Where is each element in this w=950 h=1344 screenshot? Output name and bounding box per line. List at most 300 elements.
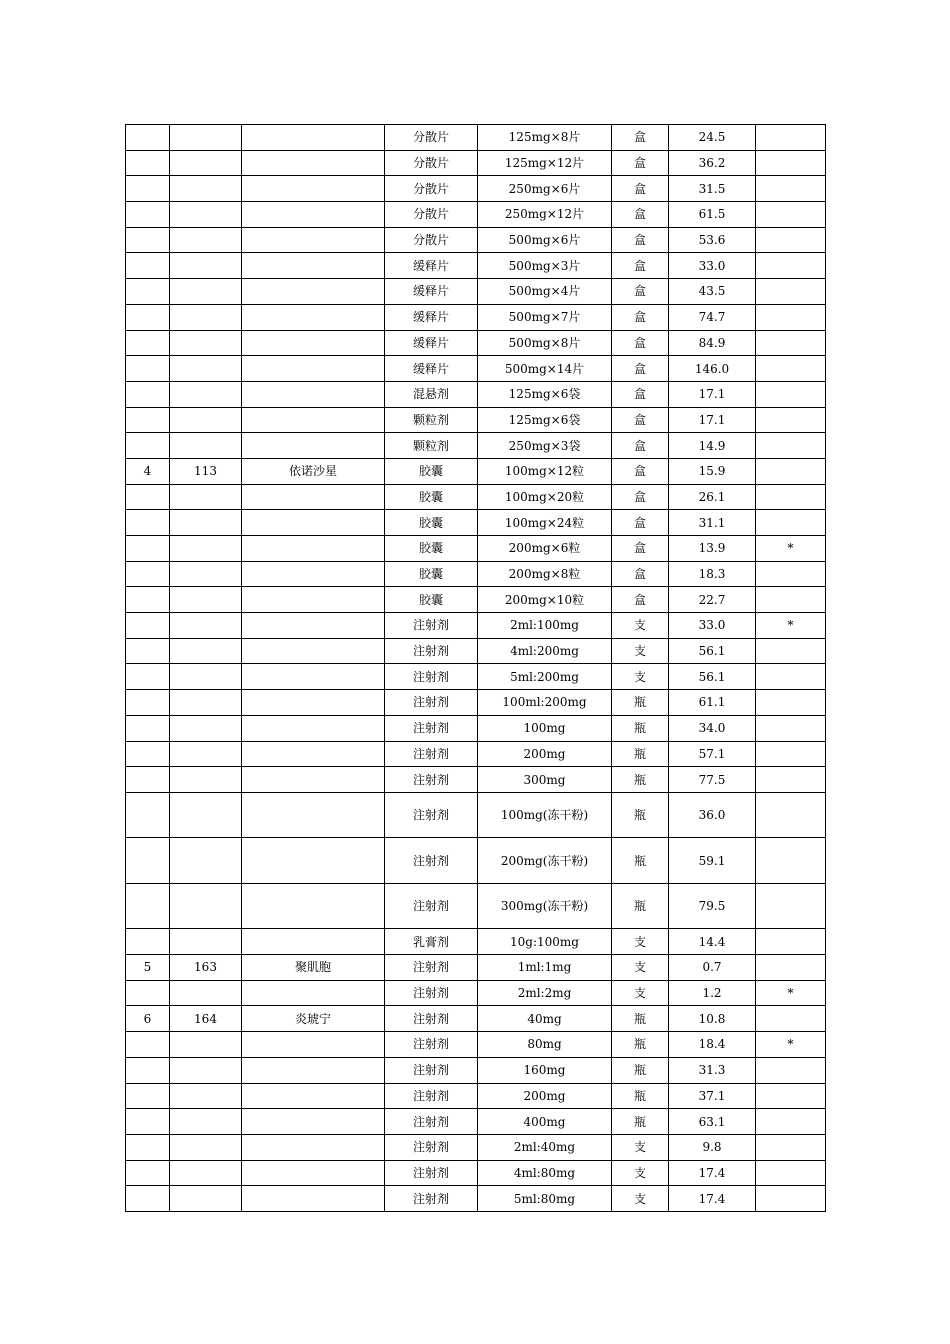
table-row [126, 1032, 826, 1058]
cell-drug-name [242, 715, 385, 741]
cell-drug-code [170, 484, 242, 510]
table-row [126, 433, 826, 459]
cell-drug-code [170, 1134, 242, 1160]
cell-price: 59.1 [669, 838, 756, 884]
cell-unit: 盒 [612, 125, 669, 151]
cell-specification: 125mg×6袋 [478, 381, 612, 407]
cell-unit: 盒 [612, 150, 669, 176]
cell-drug-name [242, 433, 385, 459]
cell-drug-code: 163 [170, 955, 242, 981]
cell-serial-number [126, 202, 170, 228]
cell-specification: 4ml:80mg [478, 1160, 612, 1186]
cell-unit: 盒 [612, 330, 669, 356]
cell-specification: 250mg×12片 [478, 202, 612, 228]
table-row [126, 125, 826, 151]
cell-specification: 160mg [478, 1057, 612, 1083]
cell-dosage-form: 乳膏剂 [385, 929, 478, 955]
cell-unit: 瓶 [612, 838, 669, 884]
cell-price: 14.9 [669, 433, 756, 459]
cell-serial-number [126, 330, 170, 356]
cell-serial-number [126, 741, 170, 767]
cell-serial-number [126, 638, 170, 664]
cell-specification: 10g:100mg [478, 929, 612, 955]
cell-specification: 2ml:100mg [478, 613, 612, 639]
cell-serial-number [126, 1160, 170, 1186]
cell-drug-code [170, 561, 242, 587]
cell-serial-number [126, 690, 170, 716]
cell-unit: 盒 [612, 356, 669, 382]
cell-price: 13.9 [669, 536, 756, 562]
table-row [126, 792, 826, 838]
cell-drug-name [242, 980, 385, 1006]
cell-specification: 200mg×10粒 [478, 587, 612, 613]
cell-drug-name [242, 253, 385, 279]
cell-drug-code [170, 613, 242, 639]
cell-serial-number: 5 [126, 955, 170, 981]
cell-specification: 1ml:1mg [478, 955, 612, 981]
cell-serial-number [126, 980, 170, 1006]
cell-drug-code [170, 767, 242, 793]
table-row [126, 690, 826, 716]
cell-drug-code [170, 1160, 242, 1186]
cell-price: 53.6 [669, 227, 756, 253]
cell-drug-name [242, 279, 385, 305]
cell-serial-number [126, 536, 170, 562]
cell-drug-code [170, 304, 242, 330]
cell-unit: 盒 [612, 510, 669, 536]
cell-price: 31.5 [669, 176, 756, 202]
cell-unit: 盒 [612, 458, 669, 484]
table-row [126, 1186, 826, 1212]
cell-specification: 100mg×24粒 [478, 510, 612, 536]
cell-serial-number [126, 561, 170, 587]
cell-serial-number [126, 1186, 170, 1212]
cell-note [756, 407, 826, 433]
table-row [126, 1006, 826, 1032]
table-row [126, 638, 826, 664]
table-row [126, 955, 826, 981]
cell-price: 34.0 [669, 715, 756, 741]
table-row [126, 279, 826, 305]
cell-note [756, 433, 826, 459]
cell-unit: 盒 [612, 279, 669, 305]
cell-dosage-form: 缓释片 [385, 279, 478, 305]
cell-drug-code [170, 664, 242, 690]
table-row [126, 561, 826, 587]
cell-specification: 200mg×8粒 [478, 561, 612, 587]
cell-dosage-form: 注射剂 [385, 690, 478, 716]
cell-drug-name [242, 407, 385, 433]
cell-specification: 250mg×6片 [478, 176, 612, 202]
cell-note [756, 510, 826, 536]
table-row [126, 838, 826, 884]
cell-serial-number [126, 484, 170, 510]
cell-price: 17.4 [669, 1186, 756, 1212]
cell-note [756, 1160, 826, 1186]
cell-drug-name [242, 202, 385, 228]
cell-unit: 支 [612, 1134, 669, 1160]
cell-note [756, 253, 826, 279]
cell-unit: 盒 [612, 253, 669, 279]
cell-unit: 盒 [612, 227, 669, 253]
table-body [126, 125, 826, 1212]
cell-drug-name [242, 690, 385, 716]
cell-drug-code [170, 1186, 242, 1212]
cell-unit: 瓶 [612, 1109, 669, 1135]
table-row [126, 253, 826, 279]
cell-specification: 300mg [478, 767, 612, 793]
cell-serial-number [126, 715, 170, 741]
cell-unit: 盒 [612, 484, 669, 510]
cell-drug-name [242, 792, 385, 838]
cell-serial-number [126, 253, 170, 279]
table-row [126, 202, 826, 228]
cell-drug-name [242, 613, 385, 639]
cell-serial-number [126, 792, 170, 838]
table-row [126, 1134, 826, 1160]
cell-price: 146.0 [669, 356, 756, 382]
cell-price: 22.7 [669, 587, 756, 613]
table-row [126, 510, 826, 536]
cell-serial-number [126, 510, 170, 536]
cell-drug-code [170, 433, 242, 459]
cell-price: 31.3 [669, 1057, 756, 1083]
cell-drug-name [242, 767, 385, 793]
cell-dosage-form: 胶囊 [385, 587, 478, 613]
cell-serial-number [126, 613, 170, 639]
table-row [126, 1057, 826, 1083]
cell-drug-name [242, 150, 385, 176]
cell-drug-code [170, 638, 242, 664]
cell-note [756, 1083, 826, 1109]
cell-unit: 盒 [612, 561, 669, 587]
table-row [126, 150, 826, 176]
cell-price: 15.9 [669, 458, 756, 484]
table-row [126, 883, 826, 929]
cell-note [756, 1006, 826, 1032]
cell-note [756, 1109, 826, 1135]
cell-dosage-form: 注射剂 [385, 1109, 478, 1135]
cell-dosage-form: 注射剂 [385, 767, 478, 793]
cell-price: 61.5 [669, 202, 756, 228]
cell-drug-name: 炎琥宁 [242, 1006, 385, 1032]
cell-dosage-form: 颗粒剂 [385, 433, 478, 459]
cell-price: 61.1 [669, 690, 756, 716]
cell-drug-code [170, 883, 242, 929]
cell-drug-code [170, 1083, 242, 1109]
cell-serial-number: 4 [126, 458, 170, 484]
cell-dosage-form: 注射剂 [385, 664, 478, 690]
cell-specification: 400mg [478, 1109, 612, 1135]
cell-specification: 2ml:40mg [478, 1134, 612, 1160]
cell-unit: 瓶 [612, 1006, 669, 1032]
cell-drug-name [242, 330, 385, 356]
cell-drug-code [170, 1109, 242, 1135]
cell-price: 56.1 [669, 638, 756, 664]
cell-note [756, 279, 826, 305]
cell-drug-code [170, 227, 242, 253]
cell-dosage-form: 分散片 [385, 150, 478, 176]
cell-specification: 100mg×12粒 [478, 458, 612, 484]
cell-price: 18.3 [669, 561, 756, 587]
cell-price: 79.5 [669, 883, 756, 929]
cell-specification: 500mg×14片 [478, 356, 612, 382]
cell-dosage-form: 缓释片 [385, 304, 478, 330]
cell-note [756, 955, 826, 981]
cell-dosage-form: 胶囊 [385, 536, 478, 562]
cell-drug-name [242, 484, 385, 510]
cell-serial-number [126, 381, 170, 407]
cell-note [756, 484, 826, 510]
table-row [126, 176, 826, 202]
cell-drug-code [170, 125, 242, 151]
cell-note [756, 741, 826, 767]
cell-drug-name [242, 1109, 385, 1135]
cell-unit: 支 [612, 613, 669, 639]
cell-serial-number [126, 1083, 170, 1109]
cell-serial-number [126, 150, 170, 176]
table-row [126, 1160, 826, 1186]
cell-unit: 支 [612, 1186, 669, 1212]
cell-unit: 瓶 [612, 690, 669, 716]
table-row [126, 587, 826, 613]
cell-specification: 100mg×20粒 [478, 484, 612, 510]
cell-note: * [756, 536, 826, 562]
cell-unit: 瓶 [612, 1057, 669, 1083]
cell-drug-code [170, 381, 242, 407]
cell-drug-code [170, 510, 242, 536]
cell-drug-code [170, 587, 242, 613]
cell-unit: 支 [612, 955, 669, 981]
cell-specification: 500mg×6片 [478, 227, 612, 253]
cell-specification: 2ml:2mg [478, 980, 612, 1006]
cell-note [756, 929, 826, 955]
cell-dosage-form: 胶囊 [385, 561, 478, 587]
cell-serial-number [126, 1109, 170, 1135]
cell-unit: 盒 [612, 304, 669, 330]
cell-serial-number [126, 176, 170, 202]
cell-note [756, 1186, 826, 1212]
cell-price: 84.9 [669, 330, 756, 356]
cell-dosage-form: 分散片 [385, 125, 478, 151]
cell-drug-name [242, 883, 385, 929]
table-row [126, 330, 826, 356]
cell-dosage-form: 缓释片 [385, 356, 478, 382]
cell-note [756, 767, 826, 793]
cell-drug-code [170, 980, 242, 1006]
cell-note [756, 1134, 826, 1160]
cell-dosage-form: 分散片 [385, 227, 478, 253]
cell-price: 24.5 [669, 125, 756, 151]
table-row [126, 767, 826, 793]
table-row [126, 1109, 826, 1135]
cell-serial-number [126, 587, 170, 613]
cell-specification: 200mg [478, 1083, 612, 1109]
cell-drug-name: 聚肌胞 [242, 955, 385, 981]
cell-serial-number [126, 1032, 170, 1058]
cell-drug-code: 164 [170, 1006, 242, 1032]
cell-serial-number [126, 1134, 170, 1160]
cell-unit: 支 [612, 664, 669, 690]
cell-unit: 支 [612, 980, 669, 1006]
cell-specification: 125mg×12片 [478, 150, 612, 176]
cell-drug-code [170, 929, 242, 955]
cell-dosage-form: 注射剂 [385, 741, 478, 767]
table-row [126, 356, 826, 382]
cell-note [756, 202, 826, 228]
cell-drug-code [170, 792, 242, 838]
cell-drug-name [242, 176, 385, 202]
cell-note [756, 638, 826, 664]
cell-price: 26.1 [669, 484, 756, 510]
cell-dosage-form: 胶囊 [385, 510, 478, 536]
cell-unit: 瓶 [612, 1083, 669, 1109]
cell-unit: 盒 [612, 381, 669, 407]
cell-drug-code [170, 150, 242, 176]
cell-specification: 500mg×3片 [478, 253, 612, 279]
cell-price: 17.1 [669, 407, 756, 433]
cell-specification: 80mg [478, 1032, 612, 1058]
cell-serial-number: 6 [126, 1006, 170, 1032]
cell-dosage-form: 分散片 [385, 176, 478, 202]
cell-dosage-form: 缓释片 [385, 253, 478, 279]
cell-note [756, 150, 826, 176]
cell-serial-number [126, 227, 170, 253]
cell-note [756, 664, 826, 690]
cell-drug-name [242, 561, 385, 587]
cell-specification: 200mg [478, 741, 612, 767]
cell-unit: 盒 [612, 202, 669, 228]
cell-drug-name [242, 356, 385, 382]
cell-specification: 125mg×6袋 [478, 407, 612, 433]
cell-note [756, 792, 826, 838]
cell-drug-name [242, 1032, 385, 1058]
cell-dosage-form: 混悬剂 [385, 381, 478, 407]
cell-unit: 盒 [612, 176, 669, 202]
table-row [126, 407, 826, 433]
cell-drug-name [242, 1134, 385, 1160]
cell-price: 0.7 [669, 955, 756, 981]
cell-unit: 瓶 [612, 715, 669, 741]
cell-serial-number [126, 767, 170, 793]
cell-drug-code [170, 536, 242, 562]
cell-drug-name [242, 510, 385, 536]
cell-unit: 瓶 [612, 792, 669, 838]
cell-unit: 支 [612, 1160, 669, 1186]
cell-dosage-form: 注射剂 [385, 838, 478, 884]
cell-drug-name [242, 929, 385, 955]
cell-drug-name [242, 227, 385, 253]
cell-specification: 40mg [478, 1006, 612, 1032]
cell-unit: 盒 [612, 407, 669, 433]
cell-note: * [756, 1032, 826, 1058]
cell-specification: 125mg×8片 [478, 125, 612, 151]
cell-serial-number [126, 304, 170, 330]
cell-unit: 盒 [612, 587, 669, 613]
cell-drug-code [170, 1057, 242, 1083]
cell-serial-number [126, 356, 170, 382]
cell-note: * [756, 613, 826, 639]
cell-serial-number [126, 838, 170, 884]
cell-specification: 250mg×3袋 [478, 433, 612, 459]
cell-dosage-form: 注射剂 [385, 1032, 478, 1058]
cell-price: 74.7 [669, 304, 756, 330]
cell-drug-code [170, 407, 242, 433]
cell-note [756, 381, 826, 407]
table-row [126, 1083, 826, 1109]
cell-note [756, 125, 826, 151]
cell-specification: 100mg(冻干粉) [478, 792, 612, 838]
cell-drug-code [170, 690, 242, 716]
cell-dosage-form: 注射剂 [385, 715, 478, 741]
cell-drug-code [170, 253, 242, 279]
cell-drug-code [170, 176, 242, 202]
cell-note [756, 458, 826, 484]
cell-dosage-form: 注射剂 [385, 883, 478, 929]
cell-price: 33.0 [669, 253, 756, 279]
cell-unit: 支 [612, 638, 669, 664]
table-row [126, 304, 826, 330]
cell-note [756, 715, 826, 741]
cell-drug-name [242, 536, 385, 562]
cell-price: 33.0 [669, 613, 756, 639]
cell-specification: 500mg×8片 [478, 330, 612, 356]
table-row [126, 980, 826, 1006]
cell-drug-code [170, 202, 242, 228]
cell-dosage-form: 注射剂 [385, 1006, 478, 1032]
table-row [126, 227, 826, 253]
cell-dosage-form: 注射剂 [385, 792, 478, 838]
table-row [126, 458, 826, 484]
table-row [126, 536, 826, 562]
cell-drug-name [242, 1160, 385, 1186]
cell-price: 18.4 [669, 1032, 756, 1058]
cell-drug-code [170, 330, 242, 356]
table-row [126, 613, 826, 639]
cell-price: 14.4 [669, 929, 756, 955]
cell-serial-number [126, 883, 170, 929]
cell-note [756, 838, 826, 884]
cell-specification: 100mg [478, 715, 612, 741]
cell-dosage-form: 分散片 [385, 202, 478, 228]
cell-unit: 瓶 [612, 883, 669, 929]
cell-drug-name [242, 1083, 385, 1109]
cell-specification: 200mg×6粒 [478, 536, 612, 562]
cell-dosage-form: 注射剂 [385, 980, 478, 1006]
cell-note [756, 176, 826, 202]
cell-drug-name [242, 664, 385, 690]
cell-serial-number [126, 433, 170, 459]
cell-dosage-form: 注射剂 [385, 613, 478, 639]
cell-drug-code [170, 279, 242, 305]
cell-drug-name [242, 304, 385, 330]
cell-note [756, 330, 826, 356]
cell-drug-code [170, 1032, 242, 1058]
cell-unit: 支 [612, 929, 669, 955]
cell-drug-code: 113 [170, 458, 242, 484]
cell-drug-code [170, 838, 242, 884]
cell-price: 57.1 [669, 741, 756, 767]
table-row [126, 715, 826, 741]
cell-specification: 200mg(冻干粉) [478, 838, 612, 884]
cell-drug-name [242, 381, 385, 407]
cell-unit: 瓶 [612, 767, 669, 793]
table-row [126, 741, 826, 767]
cell-drug-code [170, 356, 242, 382]
cell-price: 56.1 [669, 664, 756, 690]
cell-price: 63.1 [669, 1109, 756, 1135]
cell-price: 37.1 [669, 1083, 756, 1109]
